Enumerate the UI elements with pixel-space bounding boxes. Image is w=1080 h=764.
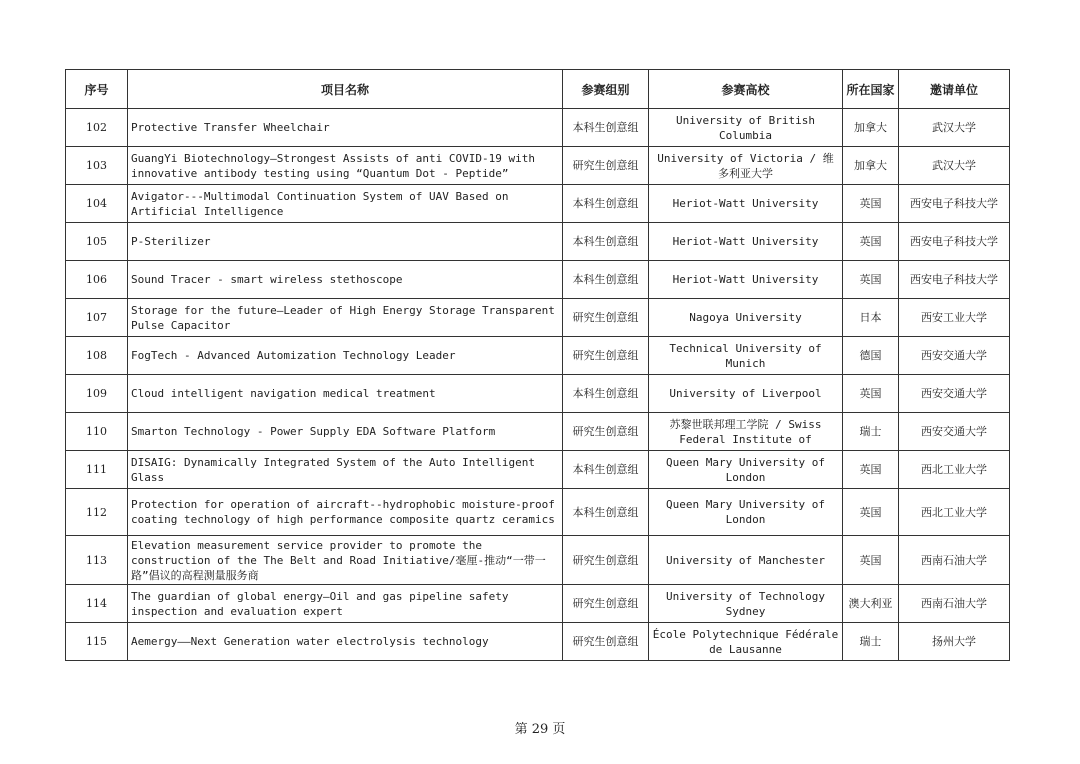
university-name: Nagoya University	[649, 299, 843, 337]
inviter-name: 西安交通大学	[899, 375, 1010, 413]
table-row	[66, 413, 1010, 451]
table-row	[66, 109, 1010, 147]
university-name: University of Technology Sydney	[649, 585, 843, 623]
competition-table	[65, 69, 1010, 661]
header-group: 参赛组别	[563, 70, 649, 109]
project-name: Smarton Technology - Power Supply EDA Software Platform	[128, 413, 563, 451]
inviter-name: 西南石油大学	[899, 585, 1010, 623]
group-name: 研究生创意组	[563, 337, 649, 375]
group-name: 本科生创意组	[563, 223, 649, 261]
inviter-name: 西南石油大学	[899, 536, 1010, 585]
header-inviter: 邀请单位	[899, 70, 1010, 109]
inviter-name: 西安电子科技大学	[899, 223, 1010, 261]
country-name: 英国	[843, 536, 899, 585]
country-name: 英国	[843, 375, 899, 413]
group-name: 本科生创意组	[563, 261, 649, 299]
table-row	[66, 261, 1010, 299]
university-name: Queen Mary University of London	[649, 489, 843, 536]
header-num: 序号	[66, 70, 128, 109]
table-row	[66, 299, 1010, 337]
university-name: Heriot-Watt University	[649, 185, 843, 223]
country-name: 英国	[843, 489, 899, 536]
inviter-name: 西北工业大学	[899, 451, 1010, 489]
table-row	[66, 185, 1010, 223]
table-row	[66, 223, 1010, 261]
project-name: Protective Transfer Wheelchair	[128, 109, 563, 147]
university-name: University of Victoria / 维多利亚大学	[649, 147, 843, 185]
university-name: Technical University of Munich	[649, 337, 843, 375]
group-name: 本科生创意组	[563, 451, 649, 489]
row-number: 113	[66, 536, 128, 585]
country-name: 加拿大	[843, 109, 899, 147]
project-name: DISAIG: Dynamically Integrated System of the Auto Intelligent Glass	[128, 451, 563, 489]
group-name: 本科生创意组	[563, 375, 649, 413]
header-project: 项目名称	[128, 70, 563, 109]
inviter-name: 西安电子科技大学	[899, 261, 1010, 299]
inviter-name: 武汉大学	[899, 109, 1010, 147]
project-name: GuangYi Biotechnology—Strongest Assists of anti COVID-19 with innovative antibody testing using “Quantum Dot - Peptide”	[128, 147, 563, 185]
project-name: The guardian of global energy—Oil and gas pipeline safety inspection and evaluation expert	[128, 585, 563, 623]
row-number: 103	[66, 147, 128, 185]
country-name: 瑞士	[843, 623, 899, 661]
row-number: 115	[66, 623, 128, 661]
inviter-name: 扬州大学	[899, 623, 1010, 661]
row-number: 107	[66, 299, 128, 337]
row-number: 105	[66, 223, 128, 261]
project-name: Elevation measurement service provider to promote the construction of the The Belt and Road Initiative/毫厘-推动“一带一路”倡议的高程测量服务商	[128, 536, 563, 585]
table-row	[66, 585, 1010, 623]
university-name: École Polytechnique Fédérale de Lausanne	[649, 623, 843, 661]
inviter-name: 西安电子科技大学	[899, 185, 1010, 223]
project-name: P-Sterilizer	[128, 223, 563, 261]
project-name: Protection for operation of aircraft--hydrophobic moisture-proof coating technology of high performance composite quartz ceramics	[128, 489, 563, 536]
row-number: 106	[66, 261, 128, 299]
table-row	[66, 536, 1010, 585]
university-name: University of British Columbia	[649, 109, 843, 147]
inviter-name: 武汉大学	[899, 147, 1010, 185]
row-number: 109	[66, 375, 128, 413]
university-name: Heriot-Watt University	[649, 223, 843, 261]
university-name: 苏黎世联邦理工学院 / Swiss Federal Institute of	[649, 413, 843, 451]
inviter-name: 西安交通大学	[899, 337, 1010, 375]
row-number: 108	[66, 337, 128, 375]
country-name: 德国	[843, 337, 899, 375]
page-number: 第 29 页	[514, 722, 566, 737]
table-row	[66, 451, 1010, 489]
university-name: University of Liverpool	[649, 375, 843, 413]
inviter-name: 西北工业大学	[899, 489, 1010, 536]
table-header-row	[66, 70, 1010, 109]
country-name: 日本	[843, 299, 899, 337]
project-name: Avigator---Multimodal Continuation System of UAV Based on Artificial Intelligence	[128, 185, 563, 223]
row-number: 110	[66, 413, 128, 451]
group-name: 研究生创意组	[563, 147, 649, 185]
group-name: 研究生创意组	[563, 299, 649, 337]
country-name: 英国	[843, 223, 899, 261]
university-name: University of Manchester	[649, 536, 843, 585]
header-university: 参赛高校	[649, 70, 843, 109]
country-name: 澳大利亚	[843, 585, 899, 623]
group-name: 本科生创意组	[563, 109, 649, 147]
university-name: Queen Mary University of London	[649, 451, 843, 489]
project-name: Sound Tracer - smart wireless stethoscope	[128, 261, 563, 299]
table-row	[66, 375, 1010, 413]
country-name: 瑞士	[843, 413, 899, 451]
table-row	[66, 337, 1010, 375]
group-name: 研究生创意组	[563, 623, 649, 661]
country-name: 英国	[843, 261, 899, 299]
header-country: 所在国家	[843, 70, 899, 109]
project-name: Aemergy——Next Generation water electrolysis technology	[128, 623, 563, 661]
row-number: 104	[66, 185, 128, 223]
project-name: Cloud intelligent navigation medical treatment	[128, 375, 563, 413]
table-row	[66, 623, 1010, 661]
table-row	[66, 489, 1010, 536]
country-name: 英国	[843, 185, 899, 223]
group-name: 本科生创意组	[563, 489, 649, 536]
inviter-name: 西安交通大学	[899, 413, 1010, 451]
group-name: 研究生创意组	[563, 585, 649, 623]
inviter-name: 西安工业大学	[899, 299, 1010, 337]
country-name: 加拿大	[843, 147, 899, 185]
table-row	[66, 147, 1010, 185]
row-number: 112	[66, 489, 128, 536]
row-number: 114	[66, 585, 128, 623]
group-name: 研究生创意组	[563, 413, 649, 451]
group-name: 研究生创意组	[563, 536, 649, 585]
project-name: Storage for the future—Leader of High Energy Storage Transparent Pulse Capacitor	[128, 299, 563, 337]
country-name: 英国	[843, 451, 899, 489]
project-name: FogTech - Advanced Automization Technology Leader	[128, 337, 563, 375]
group-name: 本科生创意组	[563, 185, 649, 223]
row-number: 111	[66, 451, 128, 489]
university-name: Heriot-Watt University	[649, 261, 843, 299]
row-number: 102	[66, 109, 128, 147]
